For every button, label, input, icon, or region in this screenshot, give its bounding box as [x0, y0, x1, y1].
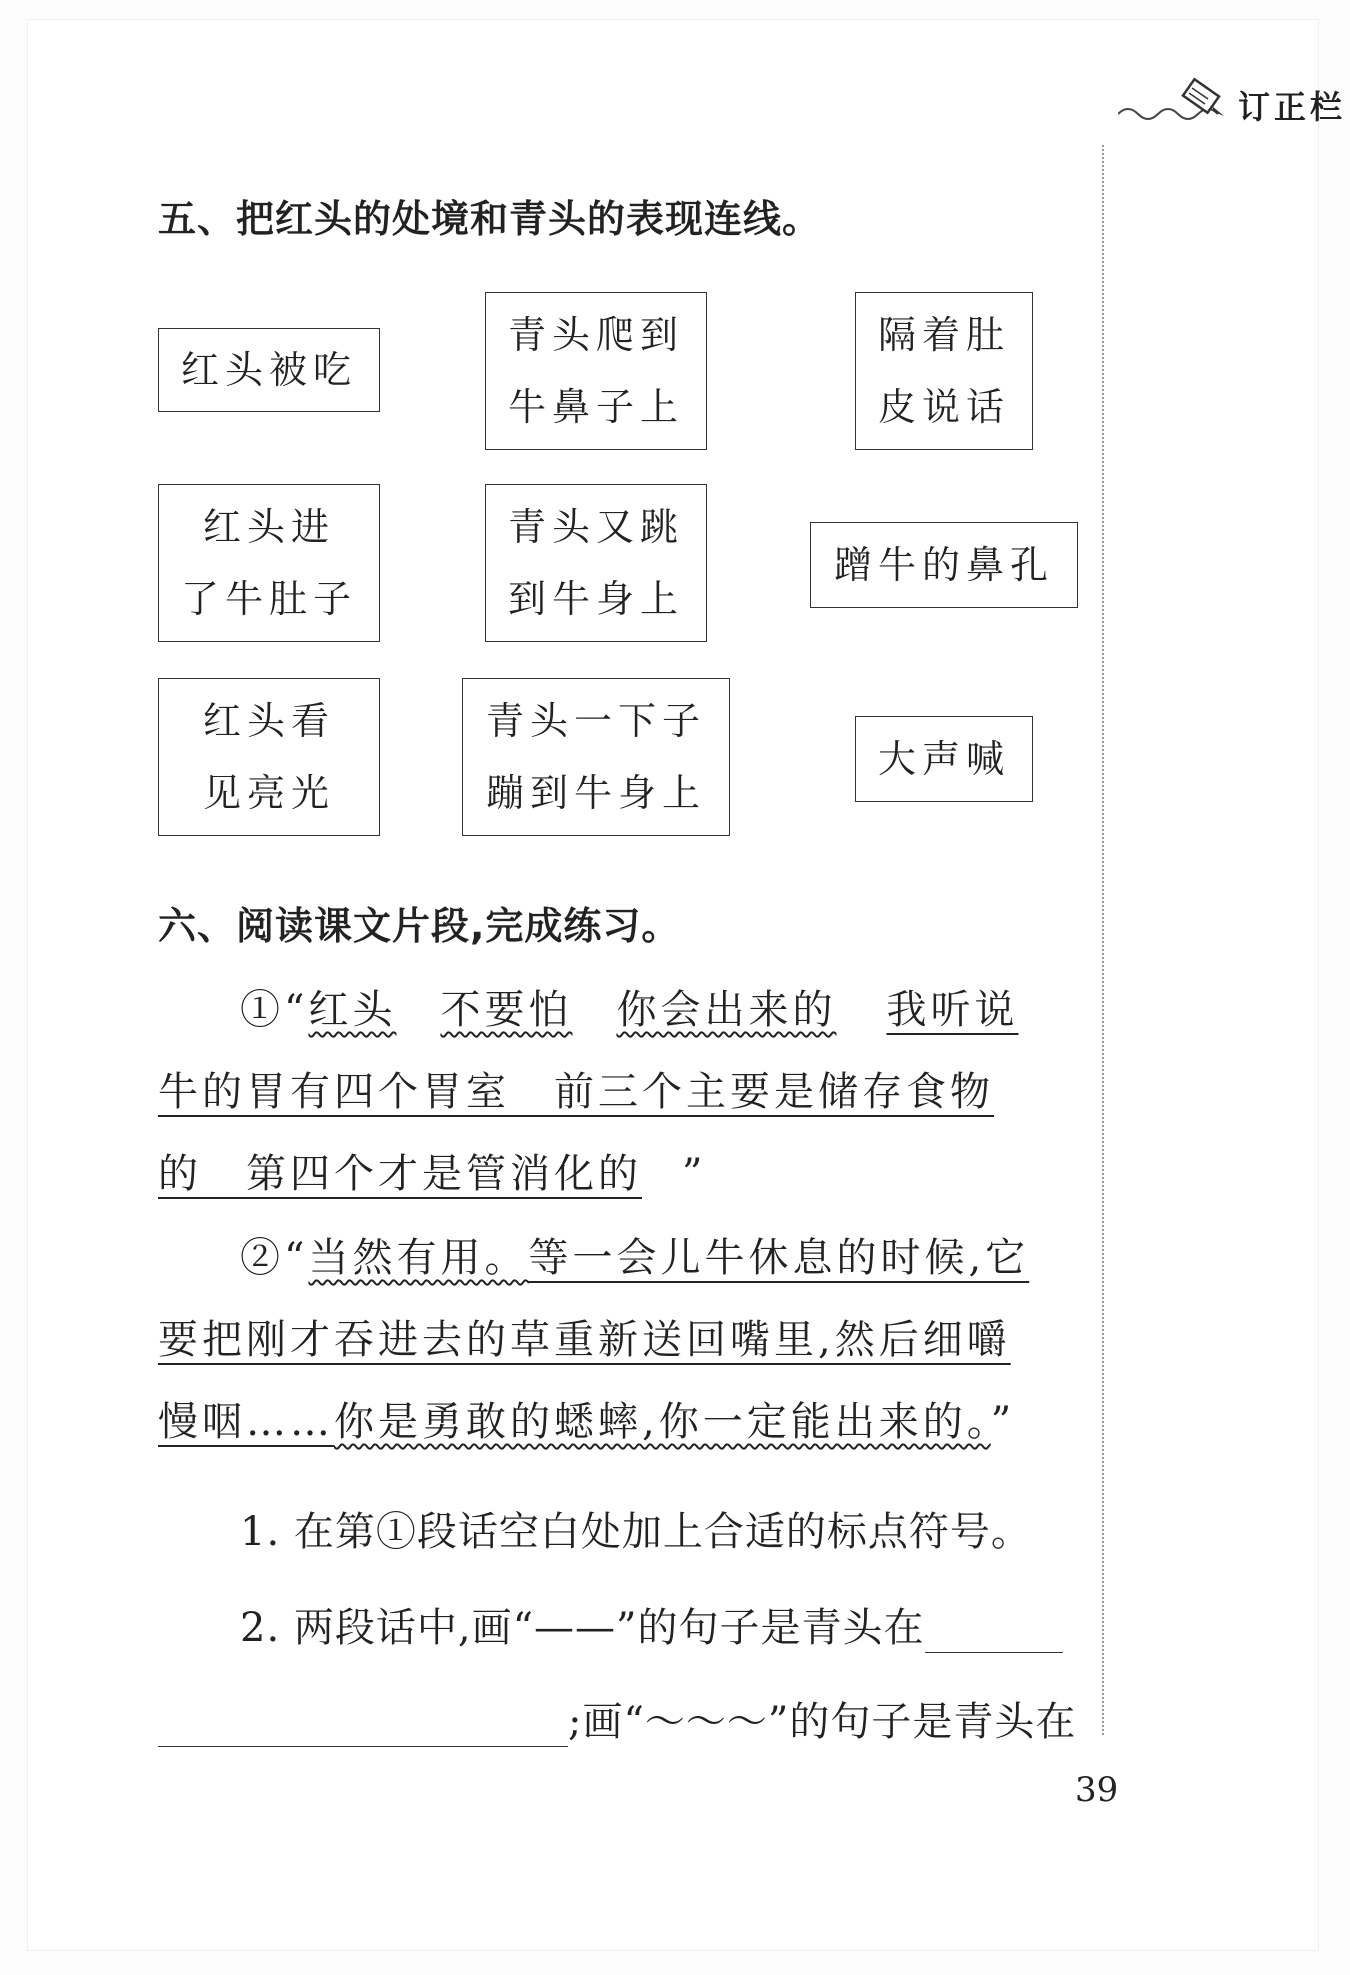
box-text: 青头又跳 [507, 505, 684, 549]
match-box-right-3[interactable] [855, 716, 1033, 802]
box-text: 大声喊 [877, 737, 1010, 781]
box-text: 红头被吃 [180, 348, 357, 392]
question-2-text-cont: ;画“～～～”的句子是青头在 [568, 1699, 1077, 1745]
passage1-line2 [158, 1060, 1078, 1117]
answer-blank[interactable] [158, 1706, 568, 1747]
underlined-segment: 的 第四个才是管消化的 [158, 1151, 642, 1197]
match-box-middle-1[interactable] [485, 292, 707, 450]
passage1-number: ① [240, 987, 284, 1033]
correction-label: 订正栏 [1238, 88, 1347, 126]
box-text: 见亮光 [202, 771, 335, 815]
match-box-left-3[interactable] [158, 678, 380, 836]
box-text: 蹭牛的鼻孔 [833, 543, 1054, 587]
passage1-line3 [158, 1142, 1078, 1199]
wavy-segment: 你是勇敢的蟋蟀,你一定能出来的。 [334, 1399, 991, 1445]
box-text: 到牛身上 [507, 577, 684, 621]
section5-heading: 五、把红头的处境和青头的表现连线。 [158, 197, 822, 241]
box-text: 红头看 [202, 699, 335, 743]
passage2-line3 [158, 1390, 1078, 1447]
box-text: 皮说话 [877, 385, 1010, 429]
underlined-segment: 我听说 [886, 987, 1019, 1033]
match-box-left-1[interactable] [158, 328, 380, 412]
wavy-segment: 红头 [308, 987, 397, 1033]
underlined-segment: 牛的胃有四个胃室 前三个主要是储存食物 [158, 1069, 994, 1115]
underlined-segment: 要把刚才吞进去的草重新送回嘴里,然后细嚼 [158, 1317, 1011, 1363]
close-quote: ” [990, 1399, 1016, 1445]
match-box-middle-2[interactable] [485, 484, 707, 642]
match-box-right-2[interactable] [810, 522, 1078, 608]
box-text: 蹦到牛身上 [485, 771, 706, 815]
passage2-number: ② [240, 1235, 284, 1281]
question-2-text: 2. 两段话中,画“——”的句子是青头在 [240, 1605, 925, 1651]
passage2-line1 [158, 1226, 1078, 1283]
wavy-segment: 你会出来的 [616, 987, 837, 1033]
wavy-segment: 不要怕 [440, 987, 573, 1033]
box-text: 青头爬到 [507, 313, 684, 357]
box-text: 隔着肚 [877, 313, 1010, 357]
match-box-right-1[interactable] [855, 292, 1033, 450]
match-box-middle-3[interactable] [462, 678, 730, 836]
correction-column-header [1138, 78, 1347, 126]
page-number: 39 [1075, 1770, 1119, 1810]
question-2-cont [158, 1690, 1076, 1747]
correction-divider [1102, 145, 1104, 1735]
open-quote: “ [284, 1235, 309, 1281]
box-text: 青头一下子 [485, 699, 706, 743]
box-text: 了牛肚子 [180, 577, 357, 621]
box-text: 牛鼻子上 [507, 385, 684, 429]
underlined-segment: 等一会儿牛休息的时候,它 [528, 1235, 1030, 1281]
question-2 [240, 1596, 1063, 1653]
section6-heading: 六、阅读课文片段,完成练习。 [158, 904, 681, 948]
box-text: 红头进 [202, 505, 335, 549]
underlined-segment: 慢咽…… [158, 1399, 334, 1445]
open-quote: “ [284, 987, 309, 1033]
match-box-left-2[interactable] [158, 484, 380, 642]
wavy-segment: 当然有用。 [308, 1235, 529, 1281]
passage1-line1 [158, 978, 1078, 1035]
close-quote: ” [682, 1151, 707, 1197]
pencil-icon [1178, 72, 1230, 124]
answer-blank[interactable] [925, 1612, 1063, 1653]
question-1: 1. 在第①段话空白处加上合适的标点符号。 [240, 1509, 1032, 1555]
passage2-line2 [158, 1308, 1078, 1365]
